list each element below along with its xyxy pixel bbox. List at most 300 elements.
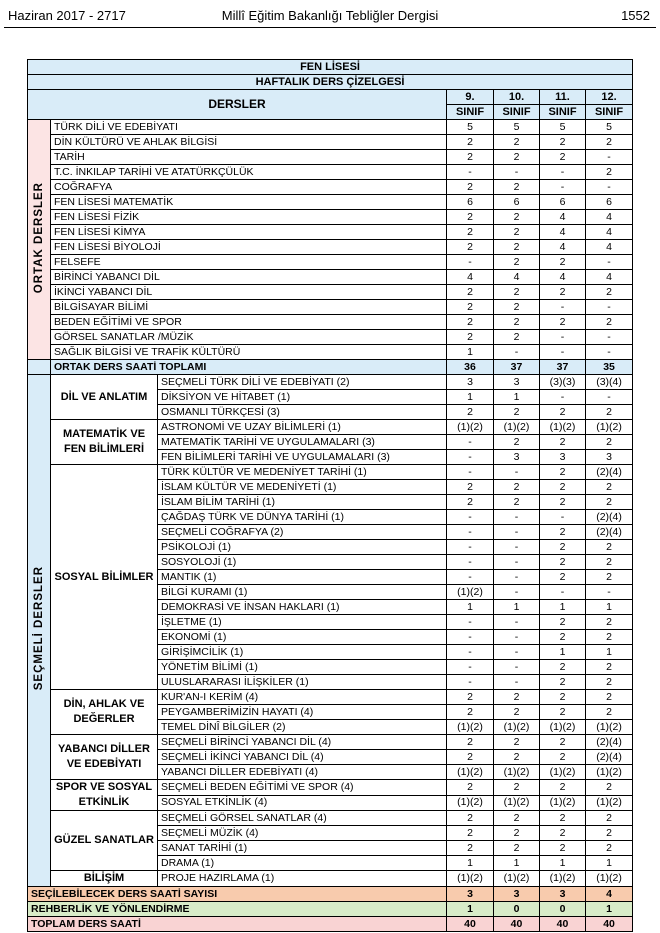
hours-cell: 2 — [494, 735, 540, 750]
hours-cell: - — [586, 255, 633, 270]
hours-cell: 2 — [540, 690, 586, 705]
hours-cell: - — [494, 585, 540, 600]
hours-cell: 6 — [447, 195, 494, 210]
group-name: DİL VE ANLATIM — [51, 375, 158, 420]
hours-cell: 2 — [447, 150, 494, 165]
hours-cell: 2 — [540, 630, 586, 645]
hours-cell: 2 — [494, 330, 540, 345]
table-row — [28, 465, 633, 480]
summary-label: SEÇİLEBİLECEK DERS SAATİ SAYISI — [28, 887, 447, 902]
course-name: YABANCI DİLLER EDEBİYATI (4) — [158, 765, 447, 780]
hours-cell: 2 — [494, 705, 540, 720]
ortak-total-cell: 36 — [447, 360, 494, 375]
course-name: GÖRSEL SANATLAR /MÜZİK — [51, 330, 447, 345]
hours-cell: (1)(2) — [540, 765, 586, 780]
hours-cell: - — [494, 345, 540, 360]
secmeli-dersler-text: SEÇMELİ DERSLER — [32, 566, 45, 691]
hours-cell: 4 — [494, 270, 540, 285]
hours-cell: - — [494, 465, 540, 480]
hours-cell: (1)(2) — [586, 720, 633, 735]
hours-cell: 2 — [540, 315, 586, 330]
hours-cell: 1 — [494, 856, 540, 871]
course-name: ÇAĞDAŞ TÜRK VE DÜNYA TARİHİ (1) — [158, 510, 447, 525]
course-name: YÖNETİM BİLİMİ (1) — [158, 660, 447, 675]
course-name: T.C. İNKILAP TARİHİ VE ATATÜRKÇÜLÜK — [51, 165, 447, 180]
hours-cell: - — [494, 630, 540, 645]
hours-cell: 2 — [494, 480, 540, 495]
hours-cell: 2 — [540, 735, 586, 750]
table-row — [28, 420, 633, 435]
hours-cell: 1 — [540, 645, 586, 660]
hours-cell: 2 — [586, 811, 633, 826]
group-name: DİN, AHLAK VE DEĞERLER — [51, 690, 158, 735]
hours-cell: 2 — [494, 435, 540, 450]
hours-cell: - — [540, 390, 586, 405]
group-name: MATEMATİK VE FEN BİLİMLERİ — [51, 420, 158, 465]
hours-cell: 2 — [494, 495, 540, 510]
course-name: MATEMATİK TARİHİ VE UYGULAMALARI (3) — [158, 435, 447, 450]
hours-cell: - — [494, 525, 540, 540]
hours-cell: 2 — [586, 841, 633, 856]
course-name: FEN LİSESİ MATEMATİK — [51, 195, 447, 210]
grade-12-label: SINIF — [586, 105, 633, 120]
hours-cell: 1 — [586, 645, 633, 660]
hours-cell: 2 — [447, 135, 494, 150]
course-name: SEÇMELİ TÜRK DİLİ VE EDEBİYATI (2) — [158, 375, 447, 390]
hours-cell: 1 — [540, 856, 586, 871]
journal-title: Millî Eğitim Bakanlığı Tebliğler Dergisi — [221, 8, 439, 23]
course-name: BİLGİSAYAR BİLİMİ — [51, 300, 447, 315]
hours-cell: 2 — [540, 555, 586, 570]
hours-cell: - — [586, 390, 633, 405]
hours-cell: (1)(2) — [447, 871, 494, 887]
course-name: BİRİNCİ YABANCI DİL — [51, 270, 447, 285]
hours-cell: 2 — [494, 135, 540, 150]
group-name: SOSYAL BİLİMLER — [51, 465, 158, 690]
hours-cell: 2 — [586, 570, 633, 585]
summary-cell: 40 — [540, 917, 586, 932]
hours-cell: (1)(2) — [447, 795, 494, 811]
hours-cell: 2 — [494, 405, 540, 420]
table-row — [28, 735, 633, 750]
hours-cell: 1 — [447, 856, 494, 871]
summary-cell: 40 — [494, 917, 540, 932]
course-name: SEÇMELİ MÜZİK (4) — [158, 826, 447, 841]
hours-cell: 2 — [494, 826, 540, 841]
hours-cell: 2 — [540, 495, 586, 510]
table-row — [28, 165, 633, 180]
summary-cell: 40 — [447, 917, 494, 932]
hours-cell: 2 — [494, 240, 540, 255]
hours-cell: - — [447, 165, 494, 180]
table-row — [28, 315, 633, 330]
course-name: TÜRK KÜLTÜR VE MEDENİYET TARİHİ (1) — [158, 465, 447, 480]
hours-cell: - — [447, 630, 494, 645]
hours-cell: 2 — [540, 285, 586, 300]
hours-cell: 4 — [540, 240, 586, 255]
hours-cell: (1)(2) — [494, 795, 540, 811]
hours-cell: 2 — [447, 210, 494, 225]
course-name: FEN BİLİMLERİ TARİHİ VE UYGULAMALARI (3) — [158, 450, 447, 465]
ortak-total-cell: 37 — [494, 360, 540, 375]
hours-cell: 2 — [494, 780, 540, 796]
hours-cell: 2 — [540, 705, 586, 720]
group-name: BİLİŞİM — [51, 871, 158, 887]
hours-cell: (1)(2) — [447, 765, 494, 780]
hours-cell: 2 — [447, 826, 494, 841]
hours-cell: 5 — [447, 120, 494, 135]
hours-cell: 1 — [447, 390, 494, 405]
hours-cell: - — [540, 300, 586, 315]
hours-cell: 2 — [586, 285, 633, 300]
dersler-header: DERSLER — [28, 90, 447, 120]
hours-cell: 2 — [586, 705, 633, 720]
table-row — [28, 285, 633, 300]
course-name: İKİNCİ YABANCI DİL — [51, 285, 447, 300]
course-name: PROJE HAZIRLAMA (1) — [158, 871, 447, 887]
hours-cell: 2 — [494, 750, 540, 765]
course-name: EKONOMİ (1) — [158, 630, 447, 645]
summary-cell: 3 — [447, 887, 494, 902]
grade-10-label: SINIF — [494, 105, 540, 120]
hours-cell: - — [447, 570, 494, 585]
hours-cell: - — [540, 180, 586, 195]
hours-cell: 2 — [447, 315, 494, 330]
hours-cell: 2 — [447, 690, 494, 705]
grade-11-num: 11. — [540, 90, 586, 105]
course-name: İŞLETME (1) — [158, 615, 447, 630]
hours-cell: 2 — [586, 405, 633, 420]
hours-cell: (1)(2) — [540, 420, 586, 435]
hours-cell: - — [494, 555, 540, 570]
school-title: FEN LİSESİ — [28, 60, 633, 75]
table-row — [28, 240, 633, 255]
hours-cell: 2 — [447, 495, 494, 510]
hours-cell: - — [447, 255, 494, 270]
hours-cell: 2 — [586, 315, 633, 330]
hours-cell: 2 — [540, 826, 586, 841]
hours-cell: 2 — [540, 841, 586, 856]
summary-row — [28, 887, 633, 902]
hours-cell: - — [447, 450, 494, 465]
ortak-total-label: ORTAK DERS SAATİ TOPLAMI — [51, 360, 447, 375]
summary-label: TOPLAM DERS SAATİ — [28, 917, 447, 932]
group-name: YABANCI DİLLER VE EDEBİYATI — [51, 735, 158, 780]
hours-cell: 3 — [586, 450, 633, 465]
hours-cell: 2 — [586, 675, 633, 690]
ortak-total-cell: 37 — [540, 360, 586, 375]
hours-cell: 2 — [494, 255, 540, 270]
hours-cell: 4 — [586, 225, 633, 240]
table-row — [28, 180, 633, 195]
summary-cell: 3 — [540, 887, 586, 902]
hours-cell: 2 — [586, 780, 633, 796]
course-name: SAĞLIK BİLGİSİ VE TRAFİK KÜLTÜRÜ — [51, 345, 447, 360]
hours-cell: 2 — [540, 750, 586, 765]
table-row — [28, 780, 633, 796]
hours-cell: - — [447, 675, 494, 690]
hours-cell: 2 — [540, 435, 586, 450]
table-row — [28, 135, 633, 150]
hours-cell: 4 — [540, 225, 586, 240]
course-name: FEN LİSESİ KİMYA — [51, 225, 447, 240]
hours-cell: (1)(2) — [447, 720, 494, 735]
hours-cell: 4 — [586, 270, 633, 285]
summary-cell: 3 — [494, 887, 540, 902]
course-name: SOSYOLOJİ (1) — [158, 555, 447, 570]
course-name: TEMEL DİNÎ BİLGİLER (2) — [158, 720, 447, 735]
course-name: FELSEFE — [51, 255, 447, 270]
hours-cell: - — [447, 435, 494, 450]
hours-cell: - — [494, 660, 540, 675]
hours-cell: - — [586, 150, 633, 165]
hours-cell: - — [494, 615, 540, 630]
course-name: DEMOKRASİ VE İNSAN HAKLARI (1) — [158, 600, 447, 615]
issue-date: Haziran 2017 - 2717 — [8, 8, 126, 23]
hours-cell: 6 — [540, 195, 586, 210]
hours-cell: 1 — [586, 600, 633, 615]
page-header — [0, 0, 660, 32]
hours-cell: 2 — [540, 405, 586, 420]
hours-cell: 2 — [540, 811, 586, 826]
hours-cell: - — [540, 510, 586, 525]
table-row — [28, 150, 633, 165]
course-name: BİLGİ KURAMI (1) — [158, 585, 447, 600]
hours-cell: 2 — [540, 540, 586, 555]
hours-cell: 2 — [540, 135, 586, 150]
table-row — [28, 255, 633, 270]
table-row — [28, 195, 633, 210]
hours-cell: 2 — [494, 690, 540, 705]
hours-cell: 1 — [447, 600, 494, 615]
hours-cell: - — [586, 330, 633, 345]
hours-cell: 1 — [494, 390, 540, 405]
course-name: ASTRONOMİ VE UZAY BİLİMLERİ (1) — [158, 420, 447, 435]
hours-cell: 4 — [540, 270, 586, 285]
course-name: SEÇMELİ İKİNCİ YABANCI DİL (4) — [158, 750, 447, 765]
hours-cell: - — [447, 555, 494, 570]
hours-cell: 3 — [494, 375, 540, 390]
hours-cell: 6 — [586, 195, 633, 210]
hours-cell: 2 — [586, 555, 633, 570]
hours-cell: 2 — [586, 615, 633, 630]
hours-cell: - — [447, 645, 494, 660]
summary-cell: 4 — [586, 887, 633, 902]
hours-cell: 5 — [586, 120, 633, 135]
hours-cell: 2 — [447, 240, 494, 255]
summary-cell: 0 — [494, 902, 540, 917]
hours-cell: (1)(2) — [586, 795, 633, 811]
hours-cell: - — [494, 510, 540, 525]
weekly-schedule-table — [27, 59, 633, 932]
grade-9-label: SINIF — [447, 105, 494, 120]
header-row-1 — [28, 90, 633, 105]
hours-cell: 2 — [447, 405, 494, 420]
header-rule — [4, 27, 656, 28]
hours-cell: 2 — [586, 630, 633, 645]
grade-9-num: 9. — [447, 90, 494, 105]
ortak-total-cell: 35 — [586, 360, 633, 375]
hours-cell: (1)(2) — [494, 765, 540, 780]
course-name: KUR'AN-I KERİM (4) — [158, 690, 447, 705]
hours-cell: (2)(4) — [586, 750, 633, 765]
course-name: DİN KÜLTÜRÜ VE AHLAK BİLGİSİ — [51, 135, 447, 150]
hours-cell: 3 — [494, 450, 540, 465]
hours-cell: (1)(2) — [540, 871, 586, 887]
course-name: MANTIK (1) — [158, 570, 447, 585]
hours-cell: - — [494, 675, 540, 690]
hours-cell: (1)(2) — [494, 420, 540, 435]
hours-cell: 4 — [540, 210, 586, 225]
course-name: SEÇMELİ BİRİNCİ YABANCI DİL (4) — [158, 735, 447, 750]
group-name: SPOR VE SOSYAL ETKİNLİK — [51, 780, 158, 811]
hours-cell: 2 — [540, 255, 586, 270]
hours-cell: 2 — [447, 705, 494, 720]
course-name: DRAMA (1) — [158, 856, 447, 871]
hours-cell: 2 — [494, 210, 540, 225]
hours-cell: - — [494, 570, 540, 585]
hours-cell: 2 — [447, 811, 494, 826]
hours-cell: 2 — [447, 180, 494, 195]
hours-cell: 4 — [447, 270, 494, 285]
hours-cell: (1)(2) — [540, 795, 586, 811]
hours-cell: - — [447, 660, 494, 675]
hours-cell: - — [540, 585, 586, 600]
hours-cell: 2 — [586, 826, 633, 841]
course-name: PEYGAMBERİMİZİN HAYATI (4) — [158, 705, 447, 720]
course-name: SEÇMELİ BEDEN EĞİTİMİ VE SPOR (4) — [158, 780, 447, 796]
hours-cell: 2 — [447, 750, 494, 765]
hours-cell: 2 — [447, 780, 494, 796]
schedule-title: HAFTALIK DERS ÇİZELGESİ — [28, 75, 633, 90]
ortak-dersler-label — [28, 120, 51, 360]
course-name: OSMANLI TÜRKÇESİ (3) — [158, 405, 447, 420]
hours-cell: (1)(2) — [586, 871, 633, 887]
hours-cell: (3)(4) — [586, 375, 633, 390]
hours-cell: 2 — [494, 841, 540, 856]
hours-cell: 2 — [586, 540, 633, 555]
hours-cell: 2 — [586, 435, 633, 450]
hours-cell: 2 — [447, 480, 494, 495]
hours-cell: 2 — [540, 675, 586, 690]
hours-cell: (1)(2) — [540, 720, 586, 735]
hours-cell: (2)(4) — [586, 465, 633, 480]
hours-cell: 2 — [494, 315, 540, 330]
group-name: GÜZEL SANATLAR — [51, 811, 158, 871]
hours-cell: (1)(2) — [494, 720, 540, 735]
table-row — [28, 270, 633, 285]
hours-cell: - — [447, 525, 494, 540]
hours-cell: 1 — [494, 600, 540, 615]
table-row — [28, 375, 633, 390]
ortak-total-spacer — [28, 360, 51, 375]
course-name: İSLAM BİLİM TARİHİ (1) — [158, 495, 447, 510]
hours-cell: (2)(4) — [586, 525, 633, 540]
hours-cell: 3 — [447, 375, 494, 390]
course-name: FEN LİSESİ FİZİK — [51, 210, 447, 225]
hours-cell: 1 — [586, 856, 633, 871]
hours-cell: 2 — [586, 165, 633, 180]
hours-cell: - — [447, 465, 494, 480]
course-name: BEDEN EĞİTİMİ VE SPOR — [51, 315, 447, 330]
hours-cell: 2 — [447, 285, 494, 300]
hours-cell: 2 — [586, 660, 633, 675]
course-name: TARİH — [51, 150, 447, 165]
grade-12-num: 12. — [586, 90, 633, 105]
hours-cell: 2 — [494, 180, 540, 195]
hours-cell: 6 — [494, 195, 540, 210]
hours-cell: 2 — [540, 525, 586, 540]
table-row — [28, 871, 633, 887]
hours-cell: (2)(4) — [586, 735, 633, 750]
hours-cell: - — [494, 540, 540, 555]
table-row — [28, 210, 633, 225]
hours-cell: 2 — [447, 841, 494, 856]
course-name: SEÇMELİ COĞRAFYA (2) — [158, 525, 447, 540]
summary-label: REHBERLİK VE YÖNLENDİRME — [28, 902, 447, 917]
course-name: SOSYAL ETKİNLİK (4) — [158, 795, 447, 811]
hours-cell: 5 — [540, 120, 586, 135]
ortak-total-row — [28, 360, 633, 375]
table-row — [28, 811, 633, 826]
hours-cell: - — [447, 510, 494, 525]
hours-cell: (1)(2) — [447, 585, 494, 600]
hours-cell: 2 — [586, 135, 633, 150]
hours-cell: 2 — [540, 780, 586, 796]
hours-cell: 2 — [494, 811, 540, 826]
table-row — [28, 225, 633, 240]
course-name: İSLAM KÜLTÜR VE MEDENİYETİ (1) — [158, 480, 447, 495]
hours-cell: 2 — [586, 690, 633, 705]
title-row-1 — [28, 60, 633, 75]
hours-cell: - — [586, 180, 633, 195]
hours-cell: - — [540, 165, 586, 180]
course-name: TÜRK DİLİ VE EDEBİYATI — [51, 120, 447, 135]
hours-cell: - — [586, 585, 633, 600]
hours-cell: 2 — [494, 150, 540, 165]
hours-cell: 2 — [540, 660, 586, 675]
hours-cell: 4 — [586, 210, 633, 225]
hours-cell: - — [540, 345, 586, 360]
hours-cell: 4 — [586, 240, 633, 255]
hours-cell: 2 — [494, 285, 540, 300]
course-name: DİKSİYON VE HİTABET (1) — [158, 390, 447, 405]
hours-cell: 2 — [540, 150, 586, 165]
hours-cell: 2 — [447, 330, 494, 345]
hours-cell: 5 — [494, 120, 540, 135]
hours-cell: 2 — [494, 300, 540, 315]
summary-cell: 0 — [540, 902, 586, 917]
hours-cell: 2 — [540, 465, 586, 480]
hours-cell: - — [494, 165, 540, 180]
secmeli-dersler-label — [28, 375, 51, 887]
course-name: SANAT TARİHİ (1) — [158, 841, 447, 856]
hours-cell: - — [447, 615, 494, 630]
hours-cell: 2 — [447, 225, 494, 240]
summary-cell: 1 — [586, 902, 633, 917]
hours-cell: 3 — [540, 450, 586, 465]
hours-cell: - — [447, 540, 494, 555]
page-number: 1552 — [621, 8, 650, 23]
hours-cell: (1)(2) — [586, 765, 633, 780]
hours-cell: (2)(4) — [586, 510, 633, 525]
table-row — [28, 330, 633, 345]
hours-cell: 1 — [540, 600, 586, 615]
table-row — [28, 690, 633, 705]
hours-cell: 2 — [586, 480, 633, 495]
hours-cell: (1)(2) — [586, 420, 633, 435]
ortak-dersler-text: ORTAK DERSLER — [32, 181, 45, 294]
